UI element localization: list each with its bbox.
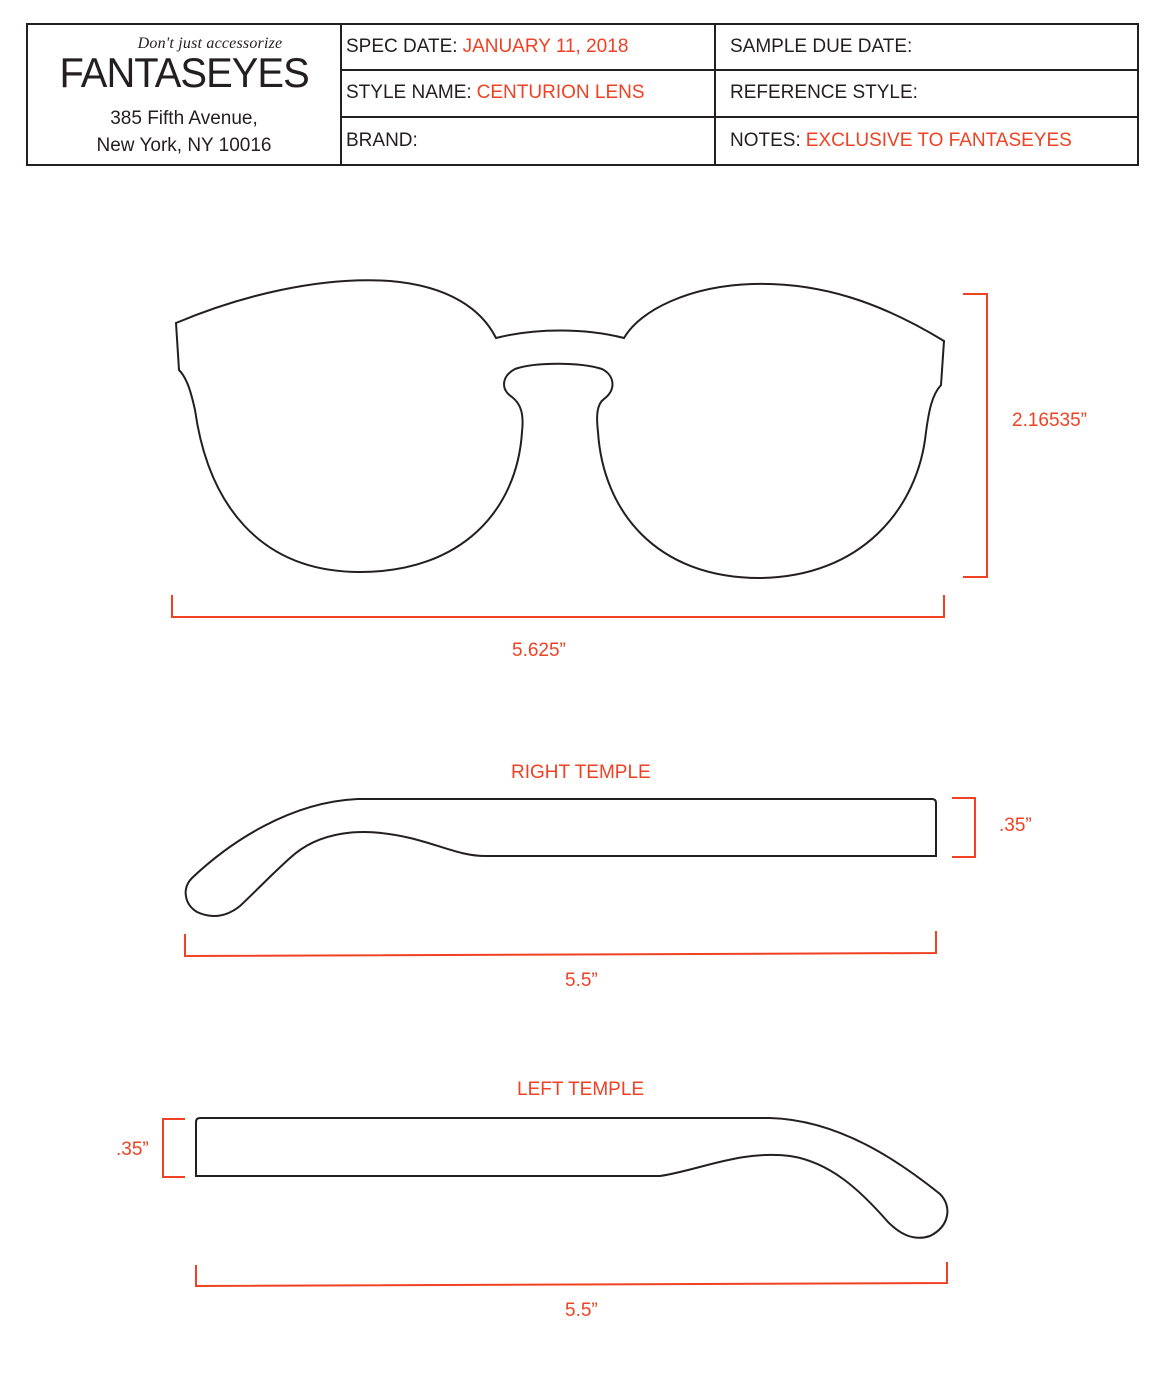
- right-temple-length-dimension: 5.5”: [565, 970, 598, 991]
- brand-tagline: Don't just accessorize: [137, 35, 283, 52]
- left-temple-outline: [196, 1118, 947, 1238]
- front-width-dimension: 5.625”: [512, 640, 566, 661]
- brand-label: BRAND:: [346, 129, 418, 151]
- front-width-bracket: [172, 595, 944, 617]
- right-temple-thickness-dimension: .35”: [999, 815, 1032, 836]
- left-temple-thickness-bracket: [163, 1119, 185, 1177]
- notes-label: NOTES:: [730, 129, 801, 151]
- address-line-2: New York, NY 10016: [96, 135, 272, 156]
- left-temple-title: LEFT TEMPLE: [517, 1079, 645, 1100]
- frame-front-outline: [176, 280, 944, 578]
- brand-logo-text: FANTASEYES: [59, 49, 309, 96]
- style-name-value: CENTURION LENS: [476, 82, 645, 104]
- notes-value: EXCLUSIVE TO FANTASEYES: [805, 129, 1072, 151]
- sample-due-date-label: SAMPLE DUE DATE:: [730, 36, 913, 58]
- right-temple-outline: [186, 799, 936, 916]
- right-temple-length-bracket: [185, 931, 936, 956]
- left-temple-length-dimension: 5.5”: [565, 1300, 598, 1321]
- reference-style-label: REFERENCE STYLE:: [730, 82, 918, 104]
- spec-date-label: SPEC DATE:: [346, 36, 458, 58]
- left-temple-length-bracket: [196, 1262, 947, 1286]
- spec-date-value: JANUARY 11, 2018: [462, 36, 629, 58]
- right-temple-thickness-bracket: [952, 798, 975, 857]
- address-line-1: 385 Fifth Avenue,: [110, 108, 258, 129]
- front-height-dimension: 2.16535”: [1012, 410, 1088, 431]
- front-height-bracket: [963, 294, 987, 577]
- right-temple-title: RIGHT TEMPLE: [511, 762, 651, 783]
- left-temple-thickness-dimension: .35”: [116, 1139, 149, 1160]
- style-name-label: STYLE NAME:: [346, 82, 472, 104]
